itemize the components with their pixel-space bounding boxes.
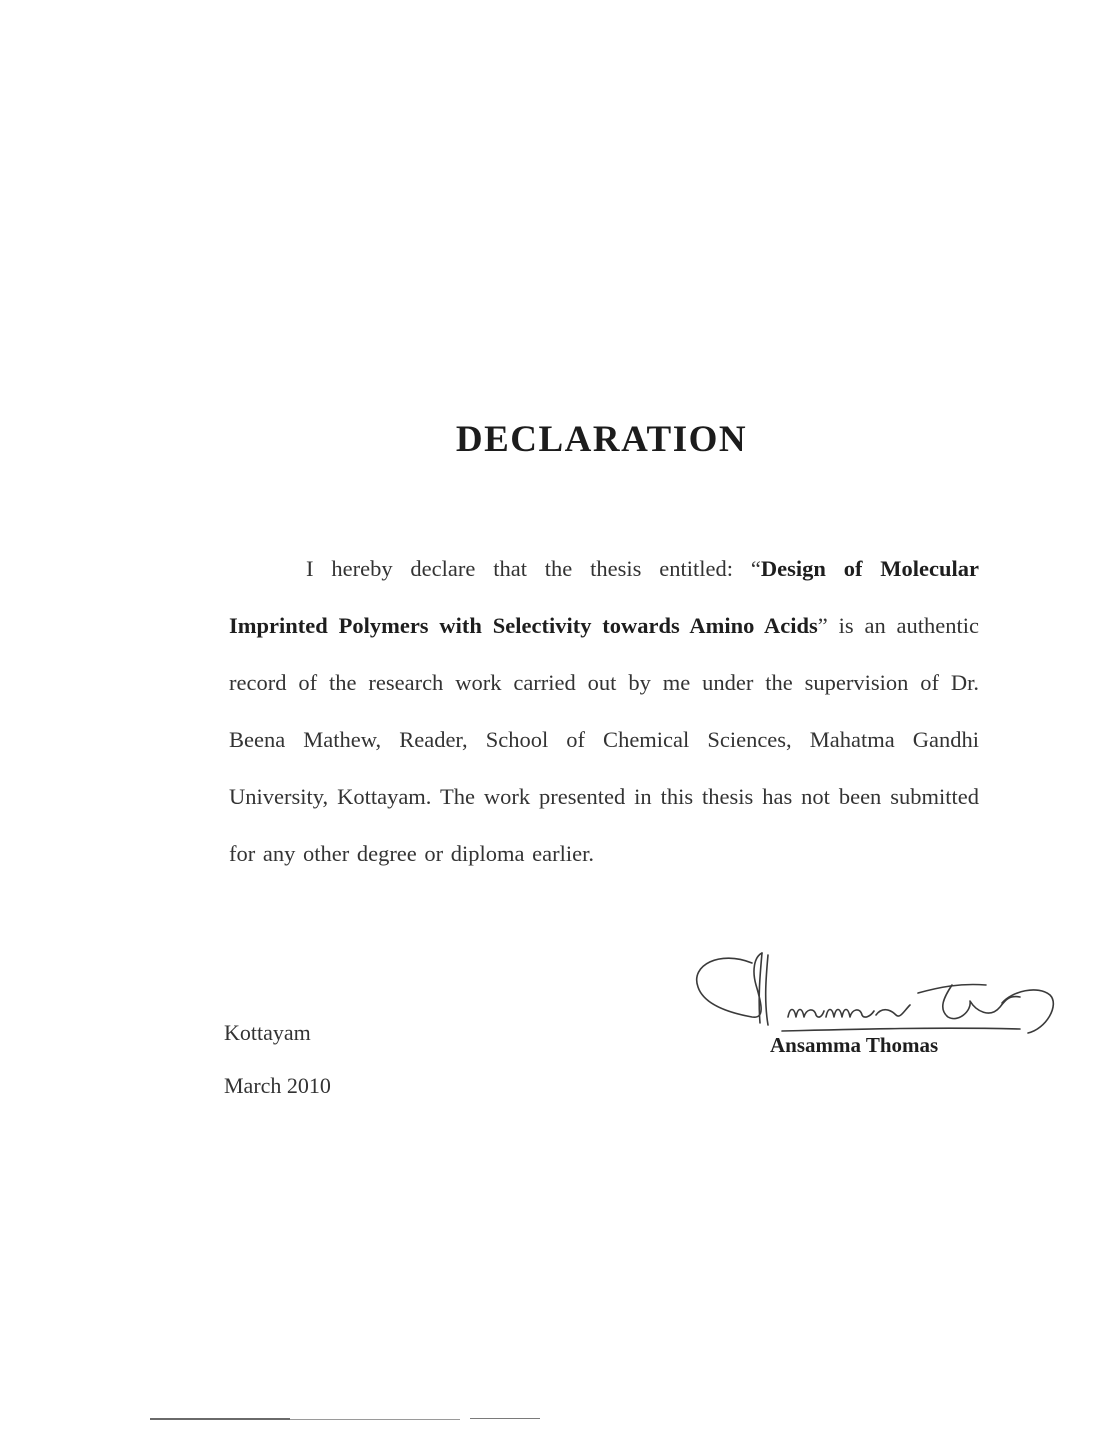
page-title: DECLARATION	[455, 419, 748, 460]
scan-artifact-line	[150, 1418, 290, 1420]
scan-artifact-line	[470, 1418, 540, 1419]
declaration-paragraph	[229, 540, 979, 882]
declaration-intro: I hereby declare that the thesis entitled: “	[306, 556, 761, 581]
place: Kottayam	[224, 1020, 311, 1045]
thesis-title: Design of Molecular Imprinted Polymers with Selectivity towards Amino Acids	[229, 556, 979, 638]
declaration-rest: ” is an authentic record of the research work carried out by me under the supervision of Dr. Beena Mathew, Reader, School of Chemical Sciences, Mahatma Gandhi University, Kottayam. The work presented in this thesis has not been submitted for any other degree or diploma earlier.	[229, 613, 980, 866]
signer-name: Ansamma Thomas	[770, 1033, 939, 1057]
date: March 2010	[224, 1073, 331, 1098]
scan-artifact-line	[290, 1419, 460, 1420]
